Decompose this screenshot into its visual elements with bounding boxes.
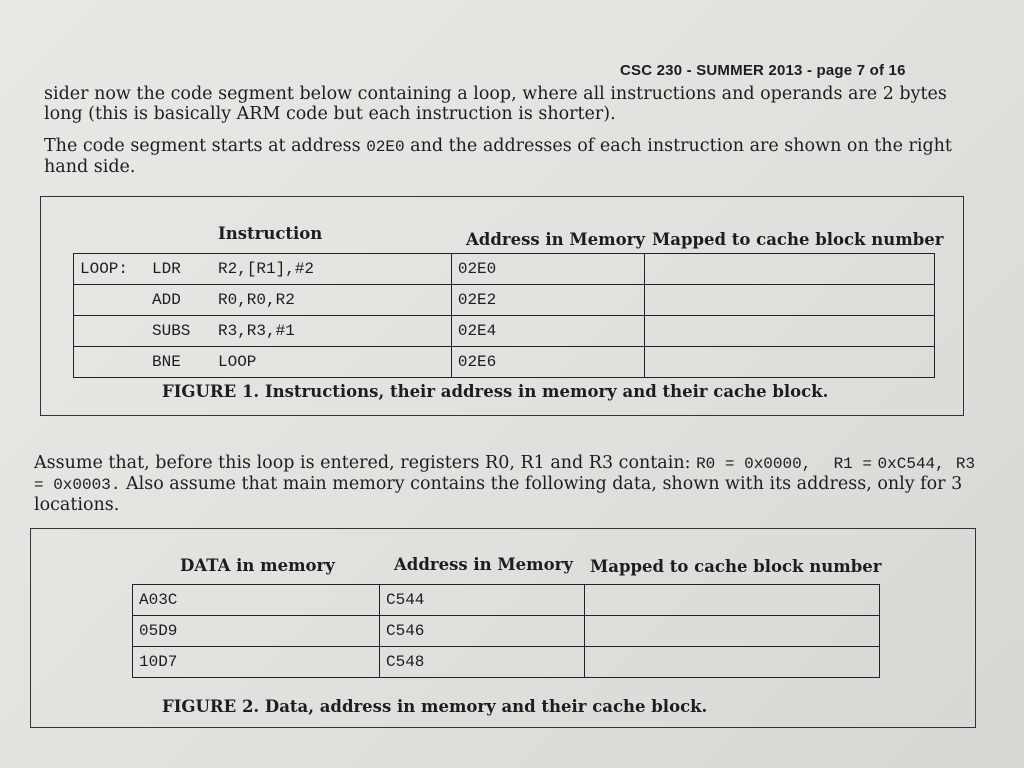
figure1-table bbox=[73, 253, 935, 378]
loop-label: LOOP: bbox=[80, 260, 129, 278]
instruction-cell bbox=[74, 285, 452, 316]
instruction-cell bbox=[74, 254, 452, 285]
r3-value: R3 = 0x0003. bbox=[34, 455, 976, 494]
figure2-table bbox=[132, 584, 880, 678]
address-text-prefix: The code segment starts at address bbox=[44, 136, 367, 156]
opcode: SUBS bbox=[152, 322, 191, 340]
assume-paragraph bbox=[34, 453, 984, 515]
opcode: LDR bbox=[152, 260, 181, 278]
cache-block-cell[interactable] bbox=[644, 347, 934, 378]
table-row bbox=[74, 347, 935, 378]
table-row bbox=[133, 616, 880, 647]
r0-value: R0 = 0x0000, bbox=[696, 455, 812, 473]
opcode: BNE bbox=[152, 353, 181, 371]
address-cell: C546 bbox=[380, 616, 585, 647]
instruction-cell bbox=[74, 316, 452, 347]
opcode: ADD bbox=[152, 291, 181, 309]
cache-block-cell[interactable] bbox=[644, 285, 934, 316]
assume-text-rest: Also assume that main memory contains the following data, shown with its address, only for 3 locations. bbox=[34, 474, 963, 515]
start-address: 02E0 bbox=[366, 138, 405, 156]
figure2-header-data: DATA in memory bbox=[180, 556, 335, 575]
cache-block-cell[interactable] bbox=[644, 254, 934, 285]
figure1-header-address: Address in Memory bbox=[466, 230, 645, 249]
assume-text: Assume that, before this loop is entered, registers R0, R1 and R3 contain: bbox=[34, 453, 697, 473]
address-paragraph bbox=[44, 136, 964, 177]
data-cell: A03C bbox=[133, 585, 380, 616]
cache-block-cell[interactable] bbox=[585, 647, 880, 678]
figure1-caption: FIGURE 1. Instructions, their address in memory and their cache block. bbox=[162, 382, 829, 401]
address-cell: 02E4 bbox=[451, 316, 644, 347]
figure1-header-instruction: Instruction bbox=[218, 224, 323, 243]
operands: LOOP bbox=[218, 353, 257, 371]
r1-label: R1 = bbox=[833, 455, 872, 473]
figure2-caption: FIGURE 2. Data, address in memory and their cache block. bbox=[162, 697, 708, 716]
cache-block-cell[interactable] bbox=[585, 616, 880, 647]
data-cell: 10D7 bbox=[133, 647, 380, 678]
operands: R3,R3,#1 bbox=[218, 322, 295, 340]
table-row bbox=[74, 254, 935, 285]
address-text-suffix: and the addresses of each instruction are shown on the right hand side. bbox=[44, 136, 952, 177]
instruction-cell bbox=[74, 347, 452, 378]
address-cell: 02E6 bbox=[451, 347, 644, 378]
operands: R2,[R1],#2 bbox=[218, 260, 315, 278]
table-row bbox=[74, 316, 935, 347]
operands: R0,R0,R2 bbox=[218, 291, 295, 309]
cache-block-cell[interactable] bbox=[585, 585, 880, 616]
address-cell: 02E2 bbox=[451, 285, 644, 316]
intro-paragraph: sider now the code segment below containing a loop, where all instructions and operands are 2 bytes long (this is basically ARM code but each instruction is shorter). bbox=[44, 84, 947, 124]
table-row bbox=[133, 585, 880, 616]
table-row bbox=[133, 647, 880, 678]
r1-value: 0xC544, bbox=[877, 455, 945, 473]
figure2-header-address: Address in Memory bbox=[394, 555, 573, 574]
figure1-header-block: Mapped to cache block number bbox=[652, 230, 944, 249]
page-header: CSC 230 - SUMMER 2013 - page 7 of 16 bbox=[620, 62, 906, 79]
cache-block-cell[interactable] bbox=[644, 316, 934, 347]
address-cell: C544 bbox=[380, 585, 585, 616]
data-cell: 05D9 bbox=[133, 616, 380, 647]
address-cell: 02E0 bbox=[451, 254, 644, 285]
figure2-header-block: Mapped to cache block number bbox=[590, 557, 882, 576]
table-row bbox=[74, 285, 935, 316]
address-cell: C548 bbox=[380, 647, 585, 678]
